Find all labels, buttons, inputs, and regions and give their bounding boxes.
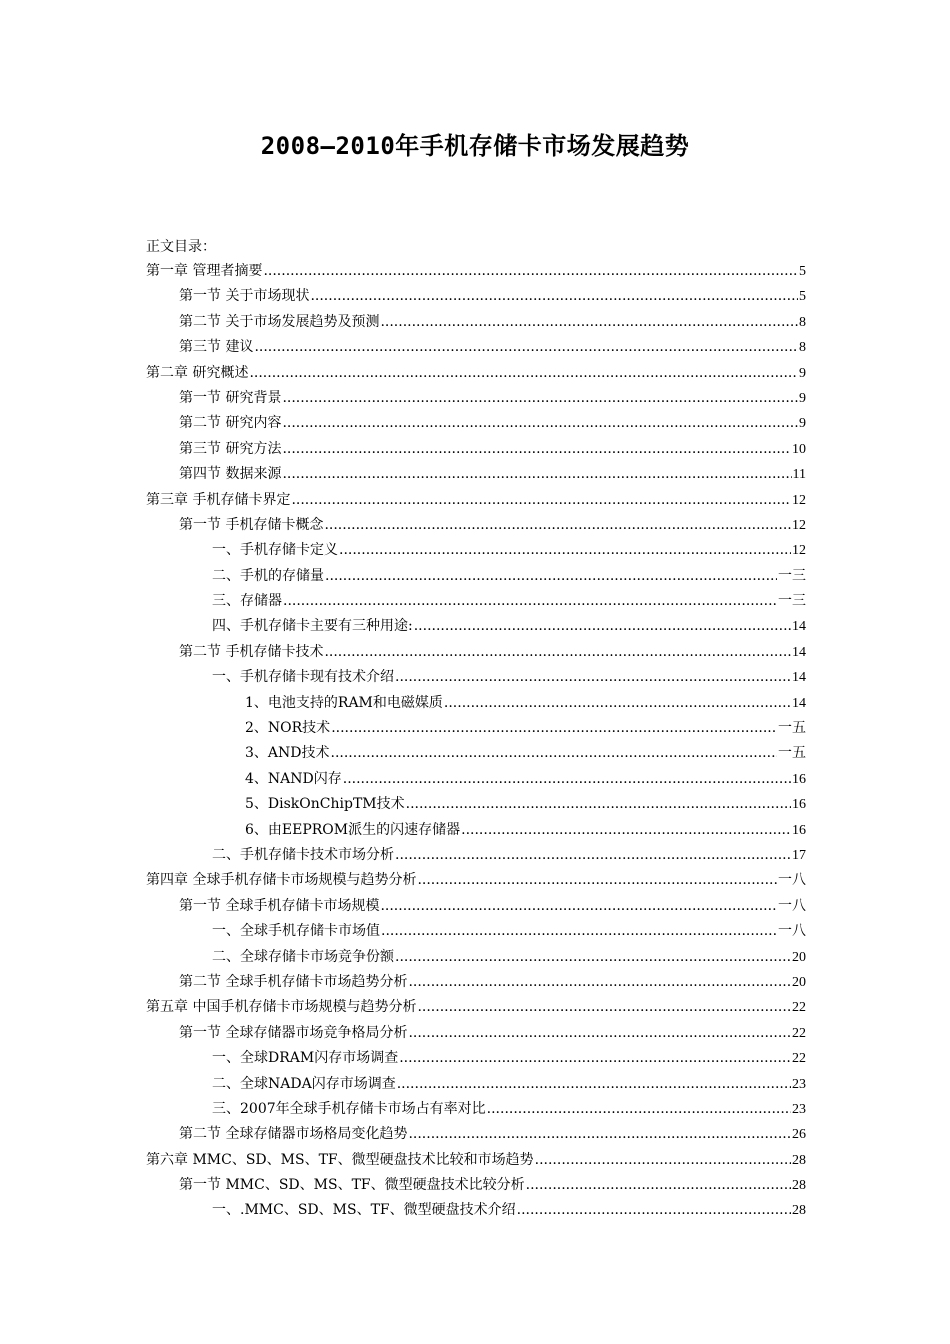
toc-entry-label: 二、手机的存储量 [212,567,324,584]
toc-entry-label: 第一节 全球手机存储卡市场规模 [179,897,380,914]
toc-entry[interactable] [146,843,806,868]
toc-entry-label: 四、手机存储卡主要有三种用途: [212,618,413,635]
toc-entry[interactable] [146,1173,806,1198]
toc-leader-dots [343,767,791,792]
toc-entry-page-number: 9 [799,390,806,406]
toc-entry-page-number: 12 [792,492,806,508]
toc-entry-label: 第一节 MMC、SD、MS、TF、微型硬盘技术比较分析 [179,1177,525,1194]
toc-entry[interactable] [146,792,806,817]
toc-entry[interactable] [146,335,806,360]
toc-entry-page-number: 23 [792,1101,806,1117]
toc-entry-label: 第四节 数据来源 [179,466,282,483]
toc-entry-page-number: 16 [792,822,806,838]
toc-entry-label: 一、手机存储卡现有技术介绍 [212,669,394,686]
toc-entry-label: 第二节 全球存储器市场格局变化趋势 [179,1126,408,1143]
toc-entry-label: 三、存储器 [212,593,282,610]
toc-leader-dots [487,1097,791,1122]
toc-entry-page-number: 10 [792,441,806,457]
toc-entry[interactable] [146,1046,806,1071]
toc-entry-label: 5、DiskOnChipTM技术 [245,796,405,813]
toc-entry[interactable] [146,488,806,513]
toc-leader-dots [414,614,791,639]
toc-entry[interactable] [146,1122,806,1147]
toc-entry-page-number: 一五 [778,721,806,737]
toc-entry[interactable] [146,462,806,487]
toc-entry-page-number: 一三 [778,568,806,584]
toc-leader-dots [380,310,798,335]
toc-leader-dots [282,437,791,462]
toc-leader-dots [339,538,791,563]
toc-entry[interactable] [146,868,806,893]
toc-entry-label: 1、电池支持的RAM和电磁媒质 [245,694,443,711]
toc-entry-label: 第二节 全球手机存储卡市场趋势分析 [179,973,408,990]
toc-entry[interactable] [146,1021,806,1046]
toc-leader-dots [291,488,791,513]
toc-leader-dots [325,564,777,589]
toc-entry-page-number: 8 [799,340,806,356]
toc-leader-dots [397,1072,791,1097]
toc-entry-label: 3、AND技术 [245,745,330,762]
toc-leader-dots [526,1173,791,1198]
toc-leader-dots [395,843,791,868]
toc-entry[interactable] [146,691,806,716]
toc-entry-label: 一、全球手机存储卡市场值 [212,923,380,940]
toc-leader-dots [408,970,791,995]
toc-entry-label: 6、由EEPROM派生的闪速存储器 [245,821,461,838]
toc-entry[interactable] [146,1072,806,1097]
toc-leader-dots [283,589,777,614]
toc-entry-label: 二、全球NADA闪存市场调查 [212,1075,396,1092]
toc-leader-dots [395,945,791,970]
toc-entry-page-number: 16 [792,771,806,787]
toc-entry-label: 一、.MMC、SD、MS、TF、微型硬盘技术介绍 [212,1202,516,1219]
toc-entry-page-number: 一五 [778,746,806,762]
toc-leader-dots [408,1021,791,1046]
toc-leader-dots [331,716,777,741]
toc-entry-label: 第一节 全球存储器市场竞争格局分析 [179,1024,408,1041]
toc-entry-page-number: 28 [792,1203,806,1219]
toc-entry-page-number: 22 [792,1000,806,1016]
toc-entry-label: 三、2007年全球手机存储卡市场占有率对比 [212,1100,486,1117]
toc-entry-label: 第二节 手机存储卡技术 [179,643,324,660]
toc-entry-page-number: 14 [792,619,806,635]
toc-leader-dots [399,1046,791,1071]
toc-entry[interactable] [146,970,806,995]
toc-leader-dots [408,1122,791,1147]
toc-leader-dots [263,259,798,284]
toc-entry[interactable] [146,818,806,843]
toc-entry-page-number: 8 [799,314,806,330]
toc-entry-label: 第二节 关于市场发展趋势及预测 [179,313,380,330]
toc-entry-page-number: 一三 [778,594,806,610]
toc-entry-page-number: 26 [792,1127,806,1143]
toc-entry-label: 第三章 手机存储卡界定 [146,491,291,508]
toc-entry[interactable] [146,767,806,792]
toc-leader-dots [461,818,791,843]
toc-entry-label: 第二章 研究概述 [146,364,249,381]
toc-entry-label: 第一章 管理者摘要 [146,263,263,279]
toc-entry-page-number: 23 [792,1076,806,1092]
toc-entry[interactable] [146,386,806,411]
toc-leader-dots [331,741,778,766]
toc-entry-label: 二、手机存储卡技术市场分析 [212,846,394,863]
toc-entry[interactable] [146,945,806,970]
toc-leader-dots [535,1148,791,1173]
toc-entry[interactable] [146,361,806,386]
toc-leader-dots [444,691,791,716]
toc-entry-label: 第六章 MMC、SD、MS、TF、微型硬盘技术比较和市场趋势 [146,1151,534,1168]
toc-entry[interactable] [146,1198,806,1223]
toc-entry-page-number: 14 [792,644,806,660]
toc-entry-label: 4、NAND闪存 [245,770,342,787]
toc-leader-dots [417,995,791,1020]
toc-leader-dots [310,284,798,309]
toc-entry-page-number: 5 [799,264,806,279]
toc-entry[interactable] [146,919,806,944]
toc-entry[interactable] [146,614,806,639]
toc-entry-label: 第三节 研究方法 [179,440,282,457]
toc-entry-label: 2、NOR技术 [245,720,331,737]
toc-entry-page-number: 20 [792,949,806,965]
toc-entry[interactable] [146,1097,806,1122]
toc-entry[interactable] [146,995,806,1020]
table-of-contents [146,259,806,1224]
toc-entry[interactable] [146,716,806,741]
toc-entry-label: 第一节 手机存储卡概念 [179,516,324,533]
toc-leader-dots [380,894,777,919]
toc-entry[interactable] [146,411,806,436]
toc-entry[interactable] [146,894,806,919]
toc-leader-dots [324,640,791,665]
toc-leader-dots [282,386,798,411]
toc-entry-page-number: 22 [792,1025,806,1041]
toc-entry-page-number: 12 [792,517,806,533]
toc-leader-dots [324,513,791,538]
toc-leader-dots [282,411,798,436]
document-title: 2008—2010年手机存储卡市场发展趋势 [260,132,690,160]
toc-leader-dots [406,792,791,817]
toc-entry-page-number: 28 [792,1178,806,1194]
toc-entry-page-number: 14 [792,670,806,686]
toc-entry-label: 第一节 关于市场现状 [179,288,310,305]
toc-entry-page-number: 14 [792,695,806,711]
toc-entry[interactable] [146,284,806,309]
toc-entry-page-number: 一八 [778,924,806,940]
toc-entry-page-number: 9 [799,416,806,432]
toc-entry[interactable] [146,538,806,563]
toc-entry-page-number: 11 [792,467,806,483]
toc-entry-page-number: 12 [792,543,806,559]
toc-entry-label: 第一节 研究背景 [179,389,282,406]
toc-leader-dots [381,919,777,944]
toc-entry[interactable] [146,1148,806,1173]
toc-entry-page-number: 28 [792,1152,806,1168]
toc-entry-page-number: 一八 [778,898,806,914]
toc-leader-dots [254,335,798,360]
toc-entry-label: 第四章 全球手机存储卡市场规模与趋势分析 [146,872,417,889]
toc-entry-label: 第二节 研究内容 [179,415,282,432]
toc-entry-page-number: 9 [799,365,806,381]
toc-leader-dots [417,868,777,893]
toc-entry-label: 第五章 中国手机存储卡市场规模与趋势分析 [146,999,417,1016]
toc-leader-dots [517,1198,791,1223]
toc-entry[interactable] [146,513,806,538]
toc-entry[interactable] [146,259,806,284]
toc-leader-dots [282,462,791,487]
toc-entry-page-number: 5 [799,289,806,305]
toc-entry-page-number: 一八 [778,873,806,889]
toc-entry[interactable] [146,437,806,462]
toc-entry-page-number: 20 [792,974,806,990]
toc-leader-dots [395,665,791,690]
toc-entry[interactable] [146,564,806,589]
toc-entry-label: 一、手机存储卡定义 [212,542,338,559]
toc-leader-dots [249,361,798,386]
toc-entry[interactable] [146,665,806,690]
toc-entry-page-number: 17 [792,847,806,863]
toc-entry[interactable] [146,640,806,665]
toc-entry-label: 一、全球DRAM闪存市场调查 [212,1050,399,1067]
toc-entry[interactable] [146,310,806,335]
toc-entry-page-number: 22 [792,1051,806,1067]
toc-entry[interactable] [146,741,806,766]
toc-entry-page-number: 16 [792,797,806,813]
toc-entry[interactable] [146,589,806,614]
toc-entry-label: 第三节 建议 [179,339,254,356]
toc-heading: 正文目录： [146,239,216,255]
toc-entry-label: 二、全球存储卡市场竞争份额 [212,948,394,965]
